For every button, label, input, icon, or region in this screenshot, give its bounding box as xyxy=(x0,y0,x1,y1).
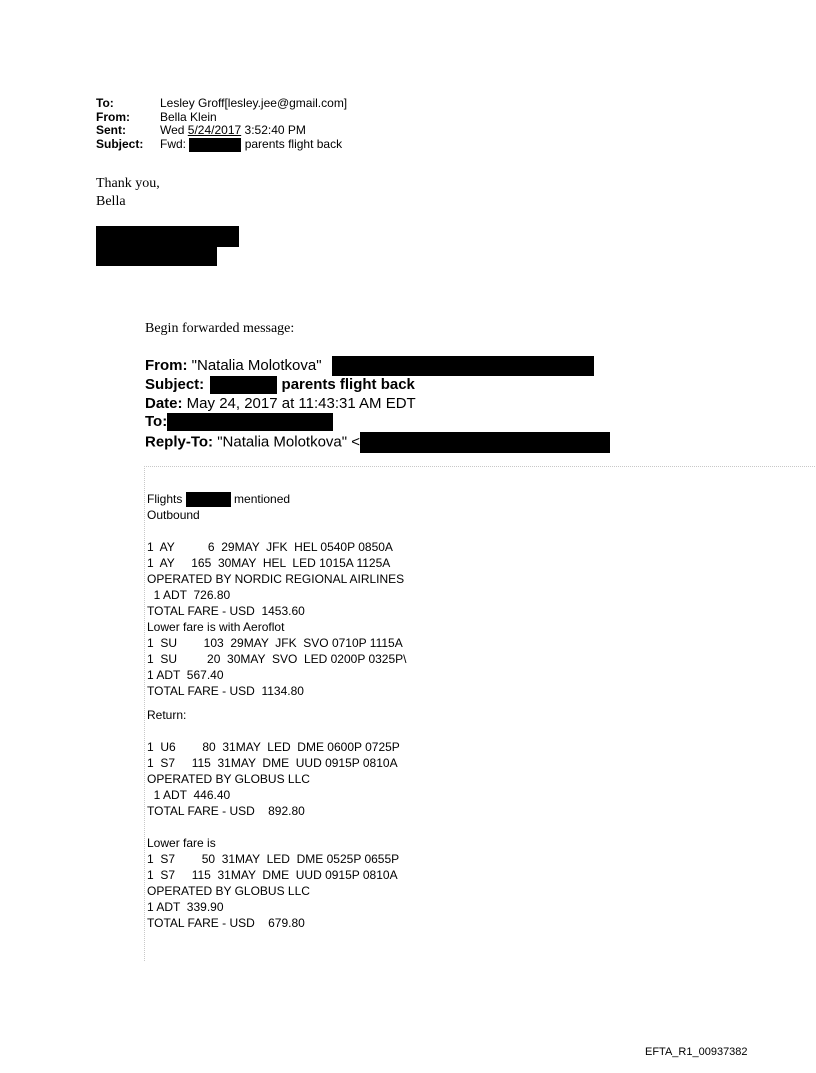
body-line-signature: Bella xyxy=(96,194,126,209)
sent-date: 5/24/2017 xyxy=(187,123,242,137)
sent-prefix: Wed xyxy=(160,123,188,137)
flight-line: 1 SU 103 29MAY JFK SVO 0710P 1115A xyxy=(147,636,403,651)
subject-label: Subject: xyxy=(96,136,144,151)
flight-line: 1 AY 165 30MAY HEL LED 1015A 1125A xyxy=(147,556,391,571)
to-row xyxy=(96,97,347,111)
forwarded-header xyxy=(145,356,610,453)
spacer xyxy=(147,723,406,739)
sent-label: Sent: xyxy=(96,123,126,137)
email-body xyxy=(96,175,160,211)
fwd-subject-label: Subject: xyxy=(145,376,205,393)
flight-line: 1 S7 115 31MAY DME UUD 0915P 0810A xyxy=(147,756,398,771)
flight-line: Lower fare is xyxy=(147,836,216,851)
redaction-box xyxy=(186,492,231,507)
sent-time: 3:52:40 PM xyxy=(241,123,306,137)
fwd-replyto-row xyxy=(145,432,610,453)
from-row xyxy=(96,111,347,125)
flight-line: TOTAL FARE - USD 1453.60 xyxy=(147,604,305,619)
fwd-replyto-value: "Natalia Molotkova" < xyxy=(213,432,361,450)
fwd-to-row xyxy=(145,413,610,432)
body-line-thanks: Thank you, xyxy=(96,176,160,191)
to-value: Lesley Groff[lesley.jee@gmail.com] xyxy=(160,96,348,110)
flight-line: 1 ADT 339.90 xyxy=(147,900,224,915)
subject-row xyxy=(96,138,347,152)
fwd-from-label: From: xyxy=(145,356,188,374)
flight-line: 1 ADT 726.80 xyxy=(147,588,231,603)
flight-line: OPERATED BY NORDIC REGIONAL AIRLINES xyxy=(147,572,405,587)
flight-line: Lower fare is with Aeroflot xyxy=(147,620,285,635)
subject-value xyxy=(160,138,342,152)
fwd-replyto-label: Reply-To: xyxy=(145,432,214,450)
return-heading: Return: xyxy=(147,708,187,723)
flight-line: 1 ADT 567.40 xyxy=(147,668,224,683)
flight-line: OPERATED BY GLOBUS LLC xyxy=(147,884,310,899)
sent-value xyxy=(160,124,306,138)
redaction-box xyxy=(96,247,217,266)
redaction-box xyxy=(210,376,277,394)
flight-line: 1 S7 50 31MAY LED DME 0525P 0655P xyxy=(147,852,400,867)
from-label: From: xyxy=(96,109,130,124)
sent-row xyxy=(96,124,347,138)
fwd-date-row xyxy=(145,395,610,414)
subject-prefix: Fwd: xyxy=(160,136,187,151)
flight-line: 1 S7 115 31MAY DME UUD 0915P 0810A xyxy=(147,868,398,883)
spacer xyxy=(147,699,406,707)
redaction-box xyxy=(189,138,241,152)
forward-intro: Begin forwarded message: xyxy=(145,321,295,336)
fwd-to-label: To: xyxy=(145,413,168,430)
flights-prefix: Flights xyxy=(147,492,183,506)
flights-suffix: mentioned xyxy=(234,492,291,506)
from-value: Bella Klein xyxy=(160,109,217,124)
flight-line: TOTAL FARE - USD 679.80 xyxy=(147,916,305,931)
redaction-box xyxy=(360,432,610,453)
fwd-subject-row xyxy=(145,376,610,395)
redaction-box xyxy=(167,413,333,431)
flight-line: OPERATED BY GLOBUS LLC xyxy=(147,772,310,787)
fwd-date-value: May 24, 2017 at 11:43:31 AM EDT xyxy=(182,394,416,412)
document-id: EFTA_R1_00937382 xyxy=(645,1046,748,1058)
fwd-subject-suffix: parents flight back xyxy=(281,376,415,393)
fwd-from-row xyxy=(145,356,610,376)
to-label: To: xyxy=(96,96,114,110)
flight-line: 1 AY 6 29MAY JFK HEL 0540P 0850A xyxy=(147,540,393,555)
spacer xyxy=(147,523,406,539)
redaction-box xyxy=(96,226,239,247)
fwd-date-label: Date: xyxy=(145,394,183,412)
outbound-heading: Outbound xyxy=(147,508,200,523)
redaction-box xyxy=(332,356,594,376)
flights-heading xyxy=(147,491,406,507)
flight-line: TOTAL FARE - USD 1134.80 xyxy=(147,684,304,699)
flight-line: 1 U6 80 31MAY LED DME 0600P 0725P xyxy=(147,740,400,755)
subject-suffix: parents flight back xyxy=(244,136,343,151)
flight-line: 1 ADT 446.40 xyxy=(147,788,231,803)
flight-line: 1 SU 20 30MAY SVO LED 0200P 0325P\ xyxy=(147,652,407,667)
flight-details xyxy=(147,491,406,931)
email-header xyxy=(96,97,347,152)
fwd-from-value: "Natalia Molotkova" xyxy=(187,356,322,374)
spacer xyxy=(147,819,406,835)
flight-line: TOTAL FARE - USD 892.80 xyxy=(147,804,305,819)
